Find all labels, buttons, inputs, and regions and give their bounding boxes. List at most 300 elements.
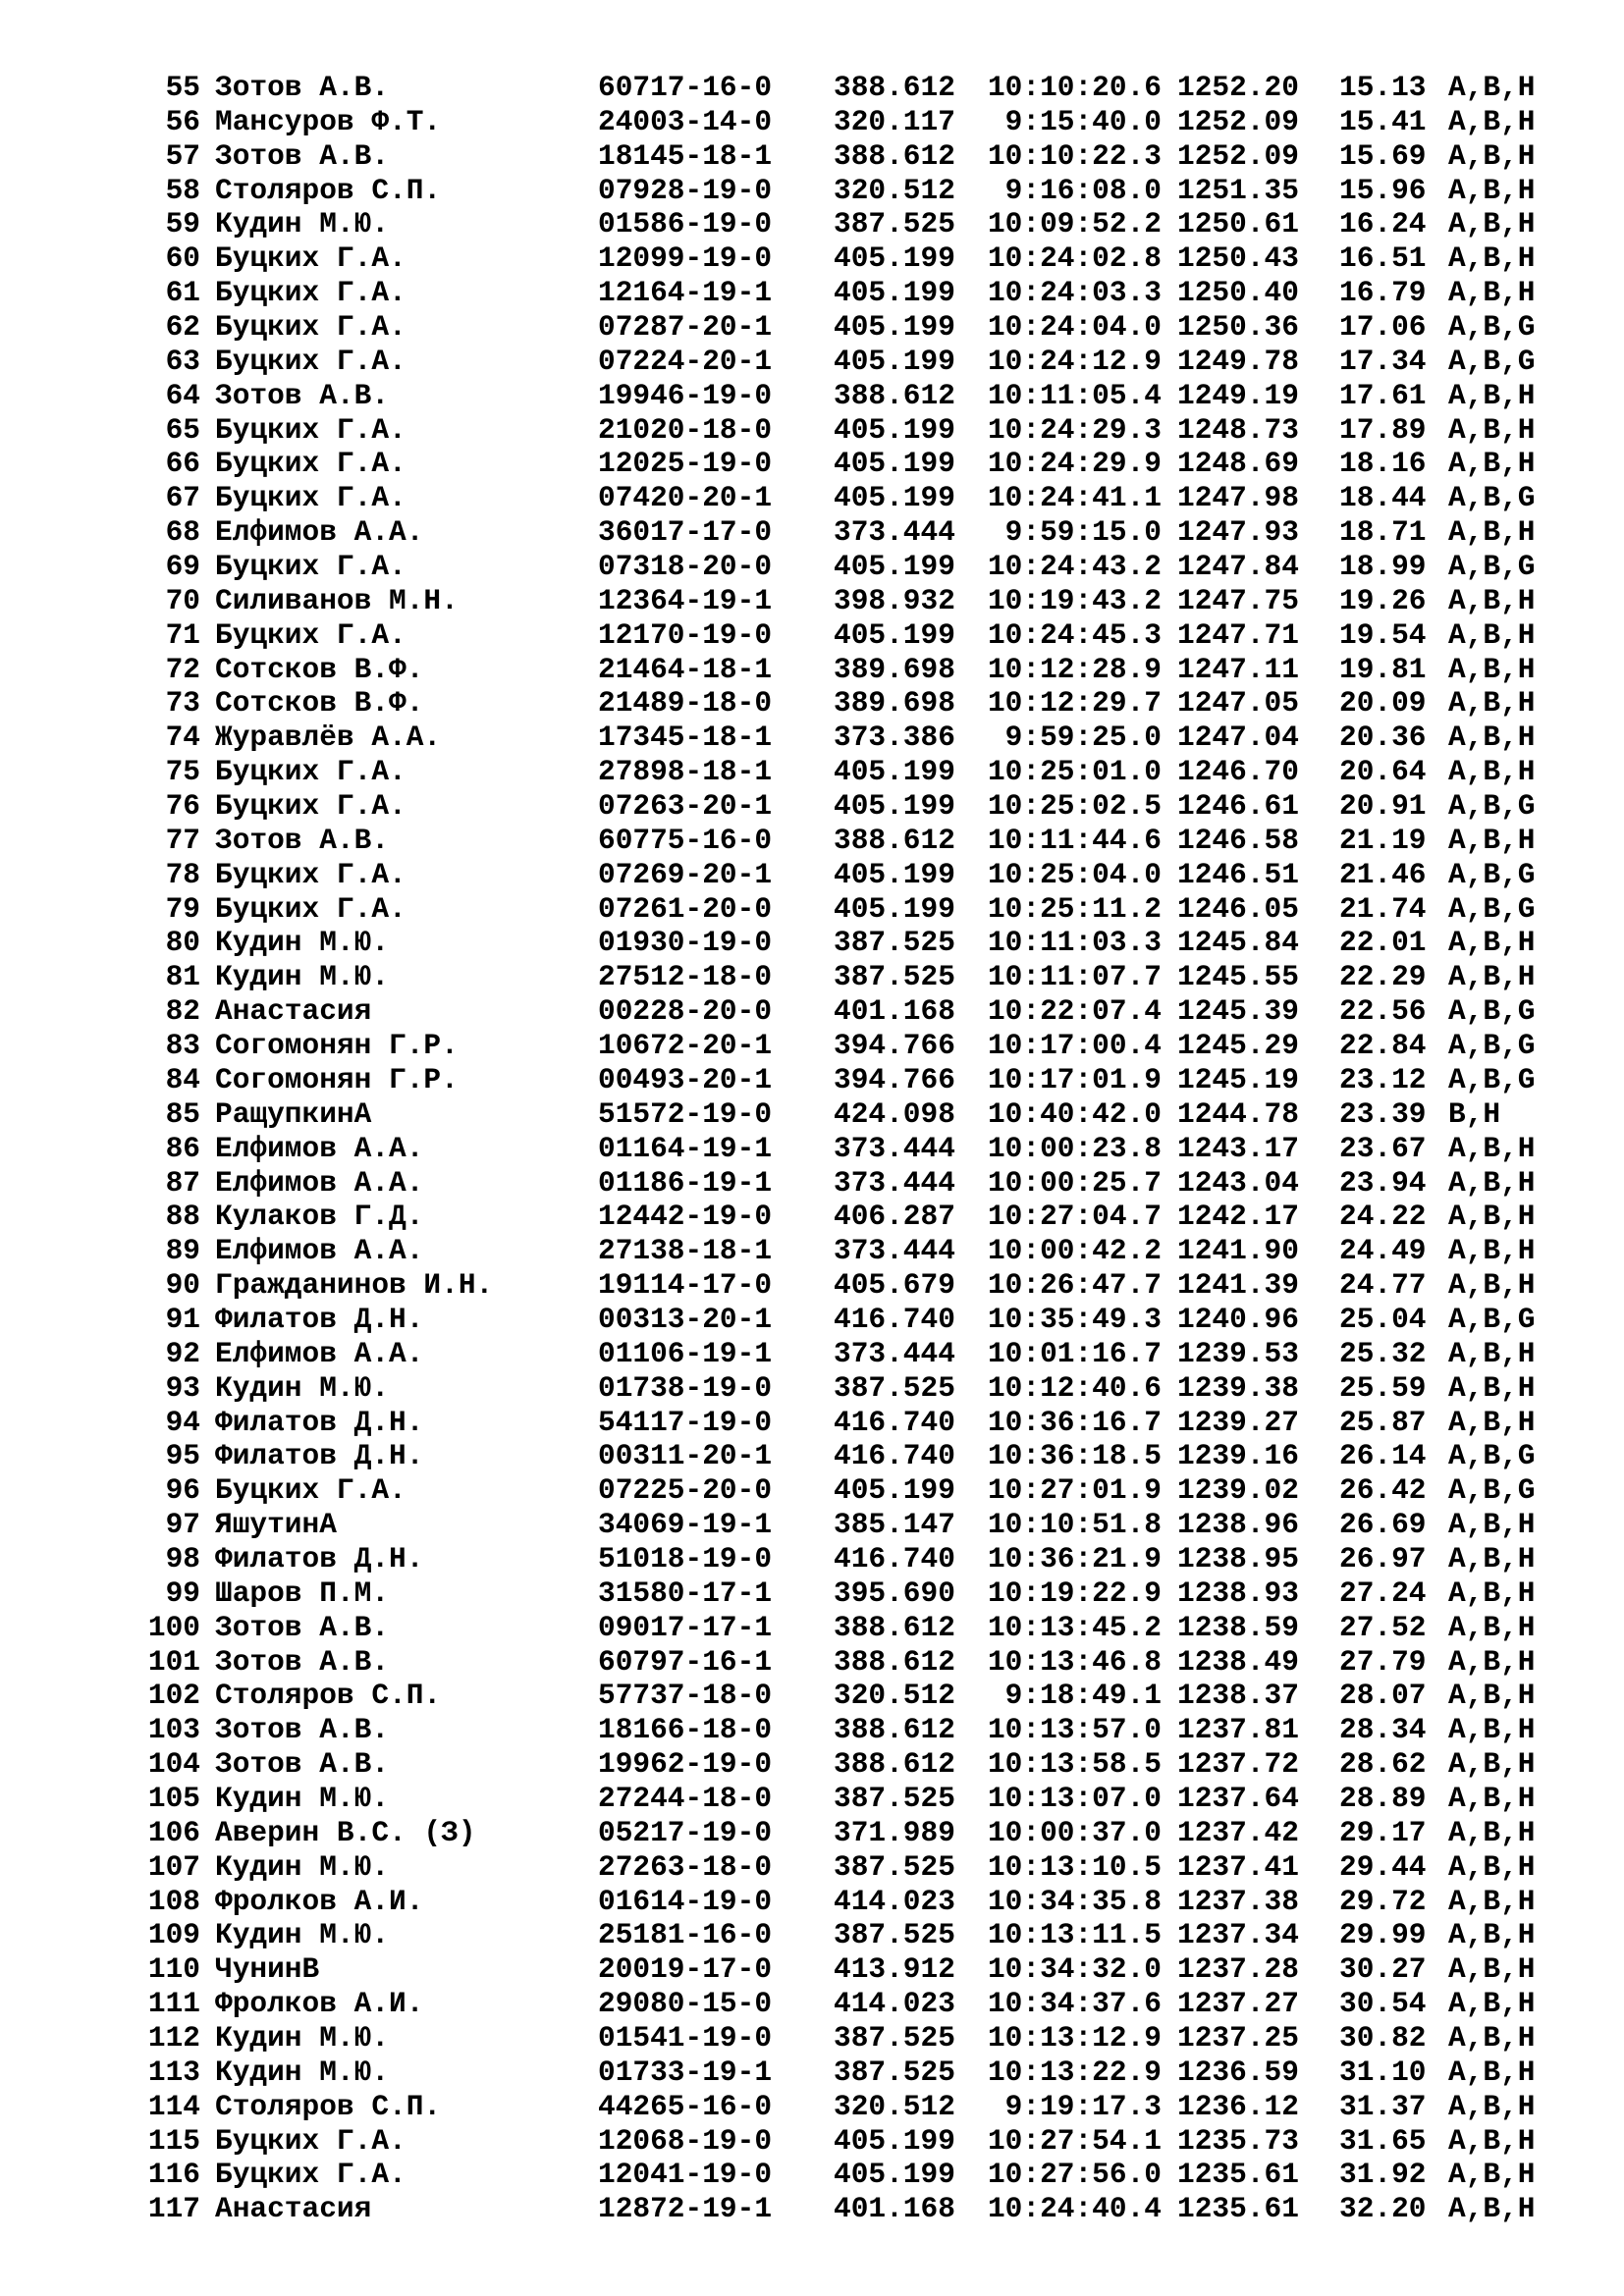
speed-cell: 1248.69 [1177,447,1299,481]
arrival-time-cell: 10:00:25.7 [987,1165,1162,1200]
distance-cell: 405.199 [834,481,955,515]
arrival-time-cell: 10:27:54.1 [987,2123,1162,2158]
name-cell: Елфимов А.А. [215,1131,424,1165]
rank-cell: 73 [165,686,200,721]
percent-cell: 24.49 [1339,1234,1427,1268]
ring-number-cell: 07261-20-0 [598,891,773,926]
arrival-time-cell: 10:13:10.5 [987,1849,1162,1884]
flags-cell: A,B,G [1448,891,1536,926]
distance-cell: 389.698 [834,686,955,721]
rank-cell: 100 [147,1610,200,1644]
percent-cell: 26.69 [1339,1508,1427,1542]
flags-cell: A,B,H [1448,1747,1536,1782]
percent-cell: 19.81 [1339,652,1427,686]
name-cell: Сотсков В.Ф. [215,652,424,686]
rank-cell: 113 [147,2055,200,2089]
flags-cell: A,B,H [1448,1815,1536,1849]
distance-cell: 401.168 [834,2192,955,2226]
name-cell: Столяров С.П. [215,2089,442,2123]
ring-number-cell: 00313-20-1 [598,1302,773,1336]
table-row [0,2158,1624,2192]
distance-cell: 416.740 [834,1302,955,1336]
rank-cell: 103 [147,1713,200,1747]
table-row [0,2056,1624,2090]
rank-cell: 109 [147,1918,200,1952]
distance-cell: 398.932 [834,583,955,617]
arrival-time-cell: 10:24:43.2 [987,550,1162,584]
ring-number-cell: 07287-20-1 [598,310,773,345]
ring-number-cell: 01586-19-0 [598,207,773,241]
distance-cell: 405.199 [834,2158,955,2192]
arrival-time-cell: 10:19:43.2 [987,583,1162,617]
table-row [0,241,1624,276]
percent-cell: 28.07 [1339,1679,1427,1713]
percent-cell: 23.12 [1339,1062,1427,1096]
distance-cell: 405.199 [834,241,955,276]
speed-cell: 1240.96 [1177,1302,1299,1336]
distance-cell: 387.525 [834,926,955,960]
arrival-time-cell: 10:34:35.8 [987,1884,1162,1918]
name-cell: Столяров С.П. [215,1679,442,1713]
flags-cell: A,B,H [1448,1987,1536,2021]
arrival-time-cell: 10:13:12.9 [987,2020,1162,2055]
rank-cell: 112 [147,2020,200,2055]
flags-cell: A,B,H [1448,1405,1536,1439]
arrival-time-cell: 10:24:03.3 [987,276,1162,310]
rank-cell: 69 [165,550,200,584]
table-row [0,1952,1624,1987]
percent-cell: 26.14 [1339,1439,1427,1473]
percent-cell: 30.82 [1339,2020,1427,2055]
ring-number-cell: 12068-19-0 [598,2123,773,2158]
table-row [0,1747,1624,1782]
name-cell: Анастасия [215,994,372,1029]
ring-number-cell: 31580-17-1 [598,1575,773,1610]
ring-number-cell: 60775-16-0 [598,823,773,857]
rank-cell: 106 [147,1815,200,1849]
speed-cell: 1239.27 [1177,1405,1299,1439]
ring-number-cell: 51572-19-0 [598,1096,773,1131]
flags-cell: A,B,H [1448,926,1536,960]
rank-cell: 84 [165,1062,200,1096]
arrival-time-cell: 10:25:11.2 [987,891,1162,926]
results-table [0,71,1624,2226]
speed-cell: 1246.05 [1177,891,1299,926]
name-cell: Кудин М.Ю. [215,1918,390,1952]
rank-cell: 81 [165,960,200,994]
ring-number-cell: 12164-19-1 [598,276,773,310]
percent-cell: 20.09 [1339,686,1427,721]
ring-number-cell: 19946-19-0 [598,378,773,412]
name-cell: Мансуров Ф.Т. [215,104,442,138]
arrival-time-cell: 9:59:15.0 [1004,515,1162,550]
rank-cell: 85 [165,1096,200,1131]
arrival-time-cell: 9:19:17.3 [1004,2089,1162,2123]
ring-number-cell: 17345-18-1 [598,721,773,755]
rank-cell: 72 [165,652,200,686]
speed-cell: 1243.17 [1177,1131,1299,1165]
flags-cell: A,B,H [1448,1165,1536,1200]
rank-cell: 107 [147,1849,200,1884]
percent-cell: 28.89 [1339,1781,1427,1815]
table-row [0,960,1624,994]
table-row [0,1063,1624,1097]
table-row [0,1473,1624,1508]
rank-cell: 80 [165,926,200,960]
rank-cell: 63 [165,344,200,378]
rank-cell: 66 [165,447,200,481]
speed-cell: 1238.95 [1177,1541,1299,1575]
name-cell: Столяров С.П. [215,173,442,207]
ring-number-cell: 54117-19-0 [598,1405,773,1439]
table-row [0,174,1624,208]
rank-cell: 98 [165,1541,200,1575]
table-row [0,2021,1624,2056]
flags-cell: A,B,H [1448,2123,1536,2158]
flags-cell: A,B,G [1448,550,1536,584]
arrival-time-cell: 10:26:47.7 [987,1268,1162,1303]
name-cell: Елфимов А.А. [215,515,424,550]
percent-cell: 31.92 [1339,2158,1427,2192]
rank-cell: 96 [165,1473,200,1508]
ring-number-cell: 01541-19-0 [598,2020,773,2055]
name-cell: Аверин В.С. (З) [215,1815,476,1849]
ring-number-cell: 18166-18-0 [598,1713,773,1747]
ring-number-cell: 20019-17-0 [598,1952,773,1987]
percent-cell: 29.72 [1339,1884,1427,1918]
name-cell: Филатов Д.Н. [215,1541,424,1575]
distance-cell: 405.199 [834,310,955,345]
distance-cell: 371.989 [834,1815,955,1849]
name-cell: Кудин М.Ю. [215,1781,390,1815]
rank-cell: 83 [165,1029,200,1063]
distance-cell: 387.525 [834,1370,955,1405]
arrival-time-cell: 10:40:42.0 [987,1096,1162,1131]
percent-cell: 27.52 [1339,1610,1427,1644]
table-row [0,105,1624,139]
percent-cell: 30.54 [1339,1987,1427,2021]
name-cell: Филатов Д.Н. [215,1405,424,1439]
percent-cell: 19.26 [1339,583,1427,617]
ring-number-cell: 01186-19-1 [598,1165,773,1200]
name-cell: Кудин М.Ю. [215,960,390,994]
speed-cell: 1237.28 [1177,1952,1299,1987]
rank-cell: 97 [165,1508,200,1542]
speed-cell: 1249.19 [1177,378,1299,412]
percent-cell: 16.24 [1339,207,1427,241]
percent-cell: 15.96 [1339,173,1427,207]
ring-number-cell: 01614-19-0 [598,1884,773,1918]
ring-number-cell: 19114-17-0 [598,1268,773,1303]
ring-number-cell: 09017-17-1 [598,1610,773,1644]
arrival-time-cell: 10:27:04.7 [987,1200,1162,1234]
arrival-time-cell: 10:13:46.8 [987,1644,1162,1679]
ring-number-cell: 07225-20-0 [598,1473,773,1508]
flags-cell: A,B,H [1448,2020,1536,2055]
table-row [0,789,1624,824]
ring-number-cell: 44265-16-0 [598,2089,773,2123]
percent-cell: 31.37 [1339,2089,1427,2123]
percent-cell: 32.20 [1339,2192,1427,2226]
flags-cell: A,B,H [1448,755,1536,789]
table-row [0,1508,1624,1542]
distance-cell: 388.612 [834,1747,955,1782]
percent-cell: 18.71 [1339,515,1427,550]
distance-cell: 405.199 [834,1473,955,1508]
ring-number-cell: 27244-18-0 [598,1781,773,1815]
name-cell: Кудин М.Ю. [215,2020,390,2055]
percent-cell: 20.91 [1339,789,1427,824]
table-row [0,1303,1624,1337]
arrival-time-cell: 10:24:04.0 [987,310,1162,345]
table-row [0,1542,1624,1576]
percent-cell: 25.32 [1339,1336,1427,1370]
arrival-time-cell: 10:25:01.0 [987,755,1162,789]
percent-cell: 25.04 [1339,1302,1427,1336]
name-cell: Кудин М.Ю. [215,2055,390,2089]
distance-cell: 401.168 [834,994,955,1029]
percent-cell: 23.94 [1339,1165,1427,1200]
percent-cell: 23.67 [1339,1131,1427,1165]
name-cell: Зотов А.В. [215,378,390,412]
rank-cell: 58 [165,173,200,207]
speed-cell: 1252.09 [1177,138,1299,173]
flags-cell: A,B,G [1448,857,1536,891]
name-cell: Зотов А.В. [215,1713,390,1747]
name-cell: Шаров П.М. [215,1575,390,1610]
rank-cell: 75 [165,755,200,789]
ring-number-cell: 07224-20-1 [598,344,773,378]
flags-cell: A,B,H [1448,104,1536,138]
rank-cell: 92 [165,1336,200,1370]
arrival-time-cell: 10:24:40.4 [987,2192,1162,2226]
name-cell: Гражданинов И.Н. [215,1268,494,1303]
percent-cell: 24.77 [1339,1268,1427,1303]
distance-cell: 320.117 [834,104,955,138]
table-row [0,276,1624,310]
speed-cell: 1241.39 [1177,1268,1299,1303]
table-row [0,379,1624,413]
arrival-time-cell: 10:36:18.5 [987,1439,1162,1473]
name-cell: Буцких Г.А. [215,447,406,481]
table-row [0,1166,1624,1201]
rank-cell: 61 [165,276,200,310]
name-cell: Согомонян Г.Р. [215,1029,459,1063]
name-cell: Зотов А.В. [215,1644,390,1679]
ring-number-cell: 12099-19-0 [598,241,773,276]
name-cell: Буцких Г.А. [215,481,406,515]
flags-cell: A,B,G [1448,344,1536,378]
rank-cell: 76 [165,789,200,824]
distance-cell: 416.740 [834,1541,955,1575]
rank-cell: 65 [165,412,200,447]
rank-cell: 68 [165,515,200,550]
flags-cell: A,B,H [1448,2158,1536,2192]
ring-number-cell: 12364-19-1 [598,583,773,617]
name-cell: Фролков А.И. [215,1987,424,2021]
rank-cell: 114 [147,2089,200,2123]
speed-cell: 1250.40 [1177,276,1299,310]
speed-cell: 1239.53 [1177,1336,1299,1370]
ring-number-cell: 01164-19-1 [598,1131,773,1165]
ring-number-cell: 01733-19-1 [598,2055,773,2089]
name-cell: Зотов А.В. [215,1747,390,1782]
table-row [0,618,1624,653]
distance-cell: 388.612 [834,71,955,104]
table-row [0,858,1624,892]
ring-number-cell: 00311-20-1 [598,1439,773,1473]
arrival-time-cell: 10:22:07.4 [987,994,1162,1029]
percent-cell: 21.46 [1339,857,1427,891]
speed-cell: 1251.35 [1177,173,1299,207]
speed-cell: 1245.39 [1177,994,1299,1029]
flags-cell: A,B,H [1448,652,1536,686]
speed-cell: 1245.29 [1177,1029,1299,1063]
arrival-time-cell: 10:00:37.0 [987,1815,1162,1849]
percent-cell: 18.16 [1339,447,1427,481]
name-cell: Буцких Г.А. [215,857,406,891]
speed-cell: 1242.17 [1177,1200,1299,1234]
flags-cell: A,B,H [1448,1952,1536,1987]
distance-cell: 373.444 [834,1165,955,1200]
speed-cell: 1247.75 [1177,583,1299,617]
ring-number-cell: 57737-18-0 [598,1679,773,1713]
distance-cell: 388.612 [834,378,955,412]
distance-cell: 394.766 [834,1062,955,1096]
percent-cell: 31.10 [1339,2055,1427,2089]
distance-cell: 373.444 [834,1131,955,1165]
flags-cell: A,B,G [1448,481,1536,515]
ring-number-cell: 60717-16-0 [598,71,773,104]
ring-number-cell: 01930-19-0 [598,926,773,960]
speed-cell: 1239.02 [1177,1473,1299,1508]
ring-number-cell: 00228-20-0 [598,994,773,1029]
name-cell: Кудин М.Ю. [215,926,390,960]
name-cell: Буцких Г.А. [215,1473,406,1508]
ring-number-cell: 01738-19-0 [598,1370,773,1405]
table-row [0,1132,1624,1166]
arrival-time-cell: 9:16:08.0 [1004,173,1162,207]
speed-cell: 1245.84 [1177,926,1299,960]
rank-cell: 78 [165,857,200,891]
distance-cell: 405.199 [834,755,955,789]
ring-number-cell: 25181-16-0 [598,1918,773,1952]
speed-cell: 1236.12 [1177,2089,1299,2123]
distance-cell: 395.690 [834,1575,955,1610]
table-row [0,1234,1624,1268]
flags-cell: A,B,H [1448,1679,1536,1713]
table-row [0,1782,1624,1816]
percent-cell: 17.89 [1339,412,1427,447]
distance-cell: 388.612 [834,1610,955,1644]
arrival-time-cell: 10:35:49.3 [987,1302,1162,1336]
name-cell: Зотов А.В. [215,138,390,173]
distance-cell: 405.199 [834,412,955,447]
arrival-time-cell: 10:17:01.9 [987,1062,1162,1096]
table-row [0,481,1624,515]
ring-number-cell: 27138-18-1 [598,1234,773,1268]
distance-cell: 320.512 [834,1679,955,1713]
distance-cell: 405.199 [834,447,955,481]
flags-cell: A,B,H [1448,2089,1536,2123]
table-row [0,721,1624,755]
arrival-time-cell: 9:18:49.1 [1004,1679,1162,1713]
arrival-time-cell: 10:17:00.4 [987,1029,1162,1063]
arrival-time-cell: 10:11:03.3 [987,926,1162,960]
rank-cell: 95 [165,1439,200,1473]
name-cell: Силиванов М.Н. [215,583,459,617]
table-row [0,686,1624,721]
arrival-time-cell: 10:00:42.2 [987,1234,1162,1268]
name-cell: Буцких Г.А. [215,276,406,310]
flags-cell: A,B,H [1448,241,1536,276]
rank-cell: 77 [165,823,200,857]
rank-cell: 115 [147,2123,200,2158]
name-cell: Буцких Г.А. [215,344,406,378]
flags-cell: A,B,H [1448,1200,1536,1234]
distance-cell: 387.525 [834,1781,955,1815]
speed-cell: 1250.61 [1177,207,1299,241]
flags-cell: A,B,H [1448,515,1536,550]
distance-cell: 416.740 [834,1439,955,1473]
distance-cell: 405.199 [834,276,955,310]
ring-number-cell: 24003-14-0 [598,104,773,138]
rank-cell: 55 [165,71,200,104]
percent-cell: 29.99 [1339,1918,1427,1952]
distance-cell: 320.512 [834,173,955,207]
distance-cell: 373.444 [834,515,955,550]
arrival-time-cell: 10:25:02.5 [987,789,1162,824]
ring-number-cell: 18145-18-1 [598,138,773,173]
name-cell: Буцких Г.А. [215,412,406,447]
distance-cell: 413.912 [834,1952,955,1987]
table-row [0,550,1624,584]
arrival-time-cell: 10:24:45.3 [987,617,1162,652]
rank-cell: 86 [165,1131,200,1165]
flags-cell: B,H [1448,1096,1501,1131]
percent-cell: 28.34 [1339,1713,1427,1747]
rank-cell: 110 [147,1952,200,1987]
rank-cell: 105 [147,1781,200,1815]
flags-cell: A,B,H [1448,412,1536,447]
ring-number-cell: 12025-19-0 [598,447,773,481]
speed-cell: 1237.25 [1177,2020,1299,2055]
percent-cell: 22.84 [1339,1029,1427,1063]
rank-cell: 64 [165,378,200,412]
name-cell: ЯшутинА [215,1508,337,1542]
distance-cell: 416.740 [834,1405,955,1439]
distance-cell: 405.199 [834,2123,955,2158]
rank-cell: 88 [165,1200,200,1234]
flags-cell: A,B,H [1448,960,1536,994]
table-row [0,447,1624,481]
flags-cell: A,B,G [1448,1062,1536,1096]
name-cell: Буцких Г.А. [215,2123,406,2158]
percent-cell: 18.99 [1339,550,1427,584]
flags-cell: A,B,G [1448,310,1536,345]
ring-number-cell: 00493-20-1 [598,1062,773,1096]
arrival-time-cell: 10:24:02.8 [987,241,1162,276]
distance-cell: 387.525 [834,1849,955,1884]
percent-cell: 25.87 [1339,1405,1427,1439]
name-cell: Кулаков Г.Д. [215,1200,424,1234]
speed-cell: 1238.49 [1177,1644,1299,1679]
speed-cell: 1238.59 [1177,1610,1299,1644]
table-row [0,584,1624,618]
flags-cell: A,B,H [1448,1131,1536,1165]
speed-cell: 1238.93 [1177,1575,1299,1610]
speed-cell: 1247.93 [1177,515,1299,550]
